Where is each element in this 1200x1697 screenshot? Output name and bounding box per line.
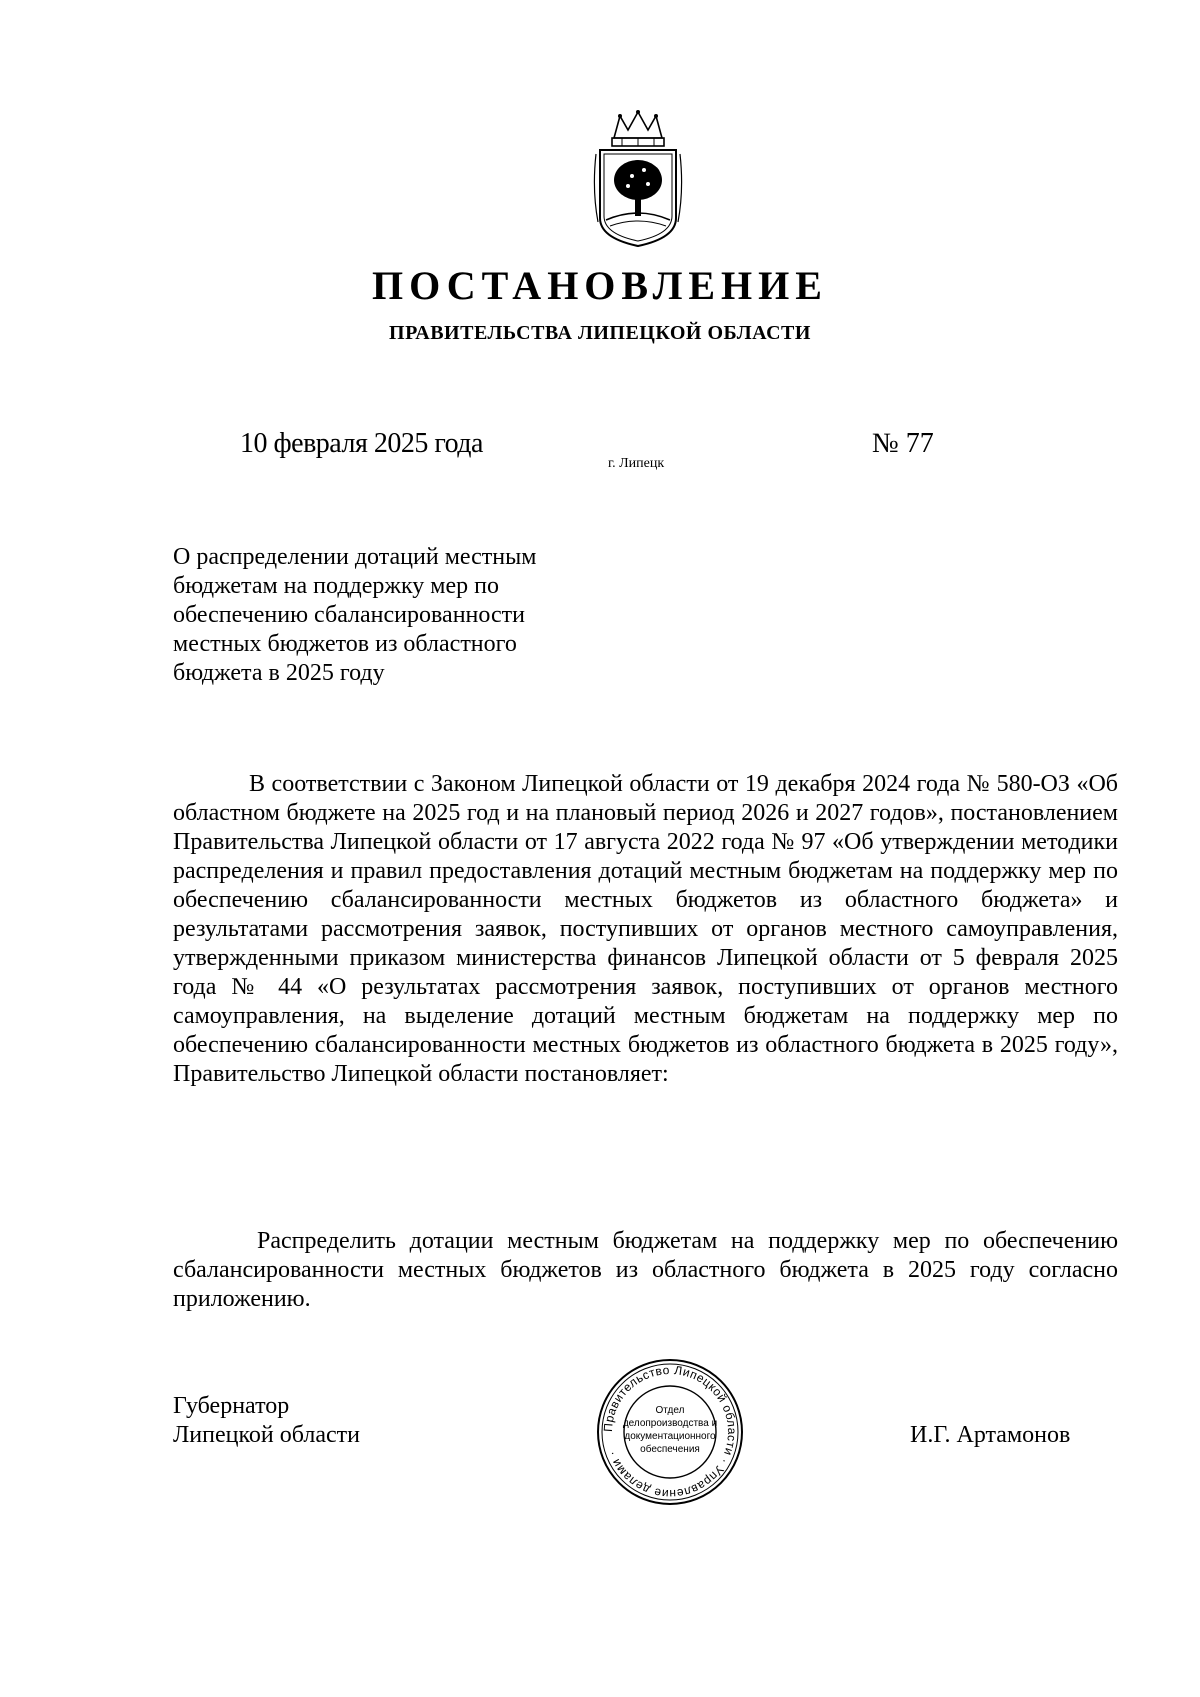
signatory-name: И.Г. Артамонов (910, 1422, 1071, 1448)
document-city: г. Липецк (608, 456, 665, 471)
subject-line: О распределении дотаций местным (173, 544, 537, 570)
signatory-position-line: Липецкой области (173, 1422, 360, 1448)
document-number: № 77 (872, 428, 934, 459)
subject-line: бюджета в 2025 году (173, 660, 385, 686)
body-paragraph: В соответствии с Законом Липецкой области от 19 декабря 2024 года № 580-ОЗ «Об областном бюджете на 2025 год и на плановый период 2026 и 2027 годов», постановлением Правительства Липецкой области от 17 августа 2022 года № 97 «Об утверждении методики распределения и правил предоставления дотаций местным бюджетам на поддержку мер по обеспечению сбалансированности местных бюджетов из областного бюджета» и результатами рассмотрения заявок, поступивших от органов местного самоуправления, утвержденными приказом министерства финансов Липецкой области от 5 февраля 2025 года № 44 «О результатах рассмотрения заявок, поступивших от органов местного самоуправления, на выделение дотаций местным бюджетам на поддержку мер по обеспечению сбалансированности местных бюджетов из областного бюджета в 2025 году», Правительство Липецкой области постановляет: (173, 771, 1118, 1087)
stamp-center-line: Отдел (655, 1405, 685, 1416)
coat-of-arms-icon (592, 110, 684, 250)
document-subject (173, 543, 633, 688)
signatory-position-line: Губернатор (173, 1393, 290, 1419)
stamp-center-line: делопроизводства и (622, 1418, 718, 1429)
subject-line: бюджетам на поддержку мер по (173, 573, 499, 599)
stamp-center-line: документационного (624, 1431, 716, 1442)
stamp-ring-text: Правительство Липецкой области · Управление делами · (600, 1362, 740, 1502)
body-paragraph: Распределить дотации местным бюджетам на поддержку мер по обеспечению сбалансированности местных бюджетов из областного бюджета в 2025 году согласно приложению. (173, 1228, 1118, 1312)
document-date: 10 февраля 2025 года (240, 428, 483, 459)
signatory-position (173, 1392, 360, 1450)
document-issuer: ПРАВИТЕЛЬСТВА ЛИПЕЦКОЙ ОБЛАСТИ (389, 322, 811, 344)
stamp-center-line: обеспечения (640, 1444, 700, 1455)
subject-line: местных бюджетов из областного (173, 631, 517, 657)
stamp-center-text (612, 1404, 728, 1456)
subject-line: обеспечению сбалансированности (173, 602, 525, 628)
document-title: ПОСТАНОВЛЕНИЕ (372, 263, 828, 308)
